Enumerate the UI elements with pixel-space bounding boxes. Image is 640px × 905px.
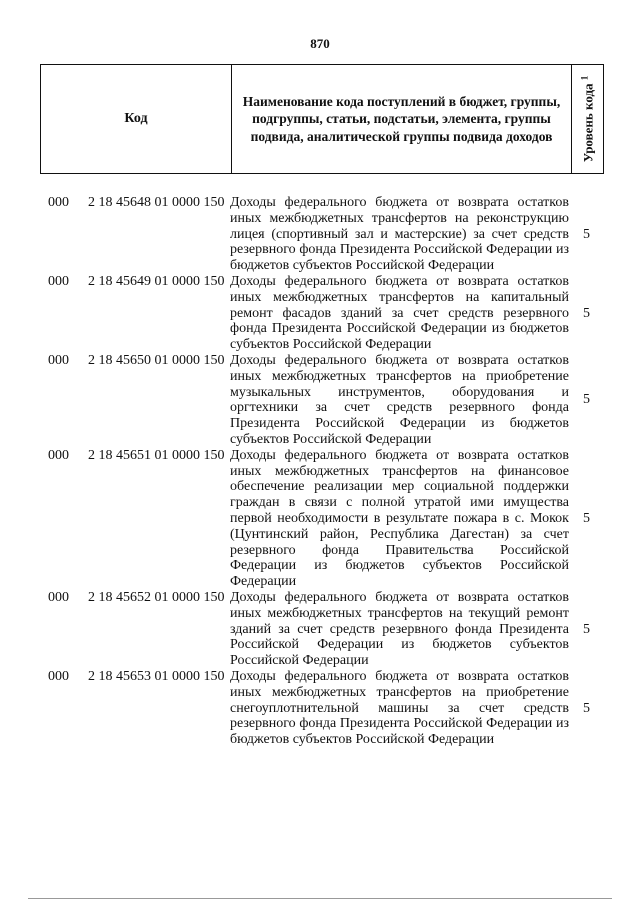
header-level-footnote: 1 <box>578 75 589 81</box>
row-code: 2 18 45648 01 0000 150 <box>88 195 225 210</box>
page-number: 870 <box>310 36 330 51</box>
table-row <box>40 274 604 353</box>
header-level <box>572 65 603 173</box>
row-code: 2 18 45649 01 0000 150 <box>88 273 225 289</box>
row-prefix: 000 <box>48 352 69 368</box>
table-body <box>40 195 604 748</box>
table-row <box>40 669 604 748</box>
row-name: Доходы федерального бюджета от возврата остатков иных межбюджетных трансфертов на реконструкцию лицея (спортивный зал и мастерские) за счет средств резервного фонда Президента Российской Федерации из бюджетов субъектов Российской Федерации <box>230 195 569 274</box>
row-name: Доходы федерального бюджета от возврата остатков иных межбюджетных трансфертов на приобретение снегоуплотнительной машины за счет средств резервного фонда Президента Российской Федерации из бюджетов субъектов Российской Федерации <box>230 668 569 748</box>
row-code: 2 18 45651 01 0000 150 <box>88 447 225 463</box>
table-row <box>40 195 604 274</box>
row-prefix: 000 <box>48 273 69 289</box>
row-prefix: 000 <box>48 668 69 684</box>
row-level: 5 <box>583 510 590 526</box>
table-header <box>40 64 604 174</box>
header-code: Код <box>41 65 232 173</box>
bottom-rule <box>28 898 612 899</box>
row-code: 2 18 45652 01 0000 150 <box>88 589 225 605</box>
header-level-label: Уровень кода <box>580 83 596 163</box>
row-level: 5 <box>583 226 590 242</box>
row-prefix: 000 <box>48 195 69 210</box>
header-level-text <box>579 76 596 163</box>
table-row <box>40 448 604 590</box>
row-level: 5 <box>583 392 590 408</box>
row-level: 5 <box>583 621 590 637</box>
row-code: 2 18 45653 01 0000 150 <box>88 668 225 684</box>
header-name: Наименование кода поступлений в бюджет, группы, подгруппы, статьи, подстатьи, элемента, группы подвида, аналитической группы подвида доходов <box>232 65 572 173</box>
row-prefix: 000 <box>48 589 69 605</box>
table-row <box>40 353 604 448</box>
row-name: Доходы федерального бюджета от возврата остатков иных межбюджетных трансфертов на финансовое обеспечение реализации мер социальной поддержки граждан в связи с полной утратой ими имущества первой необходимости в результате пожара в с. Мокок (Цунтинский район, Республика Дагестан) за счет резервного фонда Правительства Российской Федерации из бюджетов субъектов Российской Федерации <box>230 447 569 590</box>
row-level: 5 <box>583 700 590 716</box>
row-code: 2 18 45650 01 0000 150 <box>88 352 225 368</box>
table-row <box>40 590 604 669</box>
row-name: Доходы федерального бюджета от возврата остатков иных межбюджетных трансфертов на текущий ремонт зданий за счет средств резервного фонда Президента Российской Федерации из бюджетов субъектов Российской Федерации <box>230 589 569 669</box>
row-prefix: 000 <box>48 447 69 463</box>
row-name: Доходы федерального бюджета от возврата остатков иных межбюджетных трансфертов на приобретение музыкальных инструментов, оборудования и оргтехники за счет средств резервного фонда Президента Российской Федерации из бюджетов субъектов Российской Федерации <box>230 352 569 447</box>
row-name: Доходы федерального бюджета от возврата остатков иных межбюджетных трансфертов на капитальный ремонт фасадов зданий за счет средств резервного фонда Президента Российской Федерации из бюджетов субъектов Российской Федерации <box>230 273 569 353</box>
row-level: 5 <box>583 305 590 321</box>
